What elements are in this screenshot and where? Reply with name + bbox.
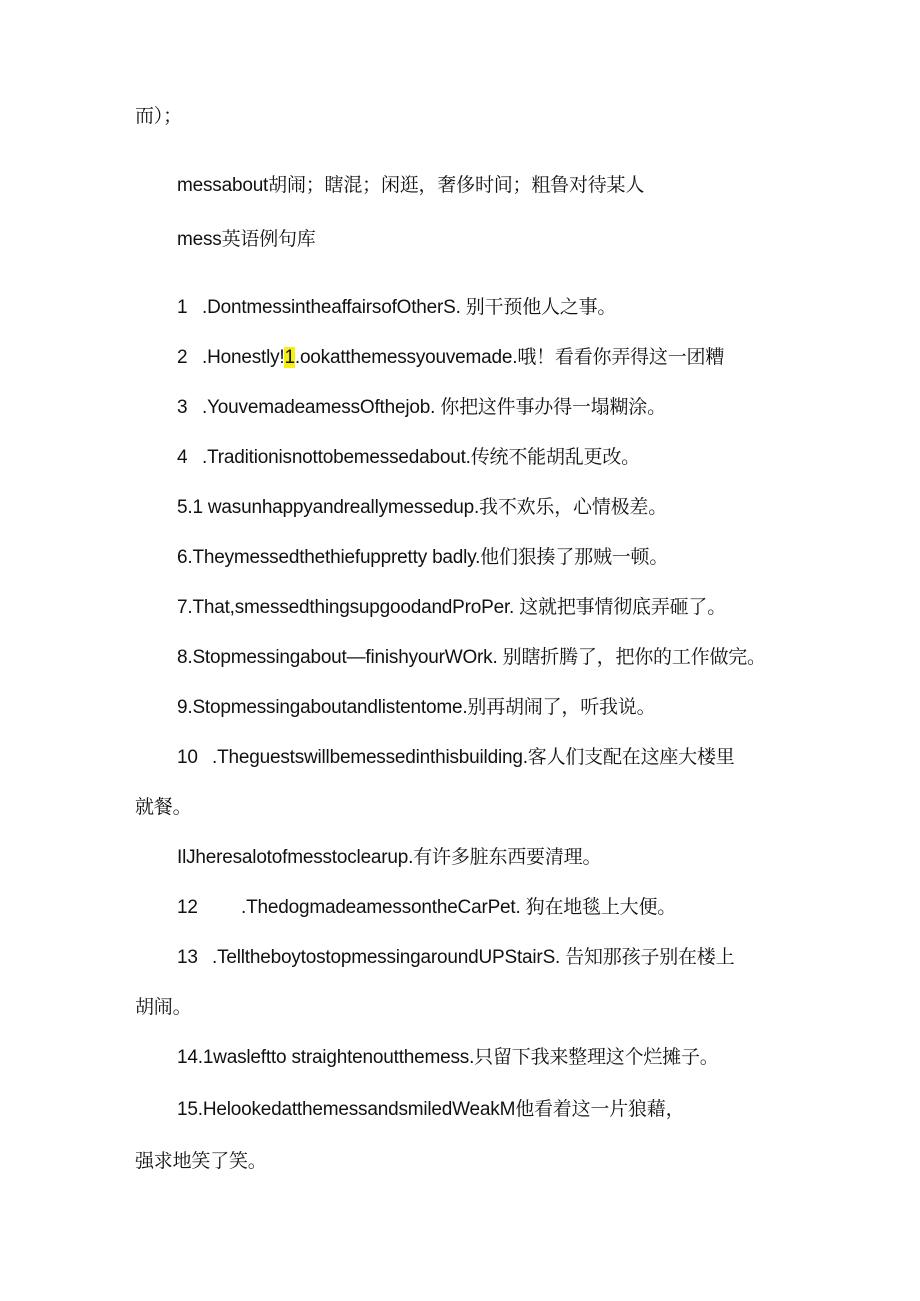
example-9: 9.Stopmessingaboutandlistentome.别再胡闹了，听我说。 — [177, 697, 656, 718]
example-12 — [177, 896, 676, 920]
example-4 — [177, 446, 640, 470]
example-10-continued: 就餐。 — [135, 797, 192, 818]
item-number: 2 — [177, 347, 188, 368]
example-text: .ookatthemessyouvemade.哦！看看你弄得这一团糟 — [294, 347, 725, 368]
example-3 — [177, 396, 666, 420]
example-text: .ThedogmadeamessontheCarPet. 狗在地毯上大便。 — [241, 897, 677, 918]
example-text: .Honestly! — [202, 347, 285, 368]
example-6: 6.Theymessedthethiefuppretty badly.他们狠揍了那贼一顿。 — [177, 547, 669, 568]
example-5: 5.1 wasunhappyandreallymessedup.我不欢乐，心情极差。 — [177, 497, 668, 518]
item-number: 4 — [177, 447, 188, 468]
text-line: mess英语例句库 — [177, 229, 316, 250]
item-number: 13 — [177, 947, 198, 968]
item-number: 10 — [177, 747, 198, 768]
example-text: .YouvemadeamessOfthejob. 你把这件事办得一塌糊涂。 — [202, 397, 666, 418]
example-15: 15.HelookedatthemessandsmiledWeakM他看着这一片狼藉， — [177, 1099, 685, 1120]
example-15-continued: 强求地笑了笑。 — [135, 1151, 267, 1172]
example-14: 14.1wasleftto straightenoutthemess.只留下我来整理这个烂摊子。 — [177, 1047, 719, 1068]
example-2 — [177, 346, 724, 370]
item-number: 1 — [177, 297, 188, 318]
example-text: .Theguestswillbemessedinthisbuilding.客人们支配在这座大楼里 — [212, 747, 735, 768]
text-line: messabout胡闹；瞎混；闲逛，奢侈时间；粗鲁对待某人 — [177, 175, 645, 196]
example-7: 7.That,smessedthingsupgoodandProPer. 这就把事情彻底弄砸了。 — [177, 597, 727, 618]
example-13 — [177, 946, 734, 970]
example-text: .DontmessintheaffairsofOtherS. 别干预他人之事。 — [202, 297, 617, 318]
text-line: 而）； — [135, 106, 182, 127]
example-1 — [177, 296, 616, 320]
example-text: .TelltheboytostopmessingaroundUPStairS. 告知那孩子别在楼上 — [212, 947, 735, 968]
example-8: 8.Stopmessingabout—finishyourWOrk. 别瞎折腾了，把你的工作做完。 — [177, 647, 766, 668]
example-11: IlJheresalotofmesstoclearup.有许多脏东西要清理。 — [177, 847, 602, 868]
example-13-continued: 胡闹。 — [135, 997, 192, 1018]
item-number: 3 — [177, 397, 188, 418]
item-number: 12 — [177, 897, 198, 918]
highlighted-text: 1 — [284, 347, 295, 368]
example-10 — [177, 746, 735, 770]
example-text: .Traditionisnottobemessedabout.传统不能胡乱更改。 — [202, 447, 640, 468]
